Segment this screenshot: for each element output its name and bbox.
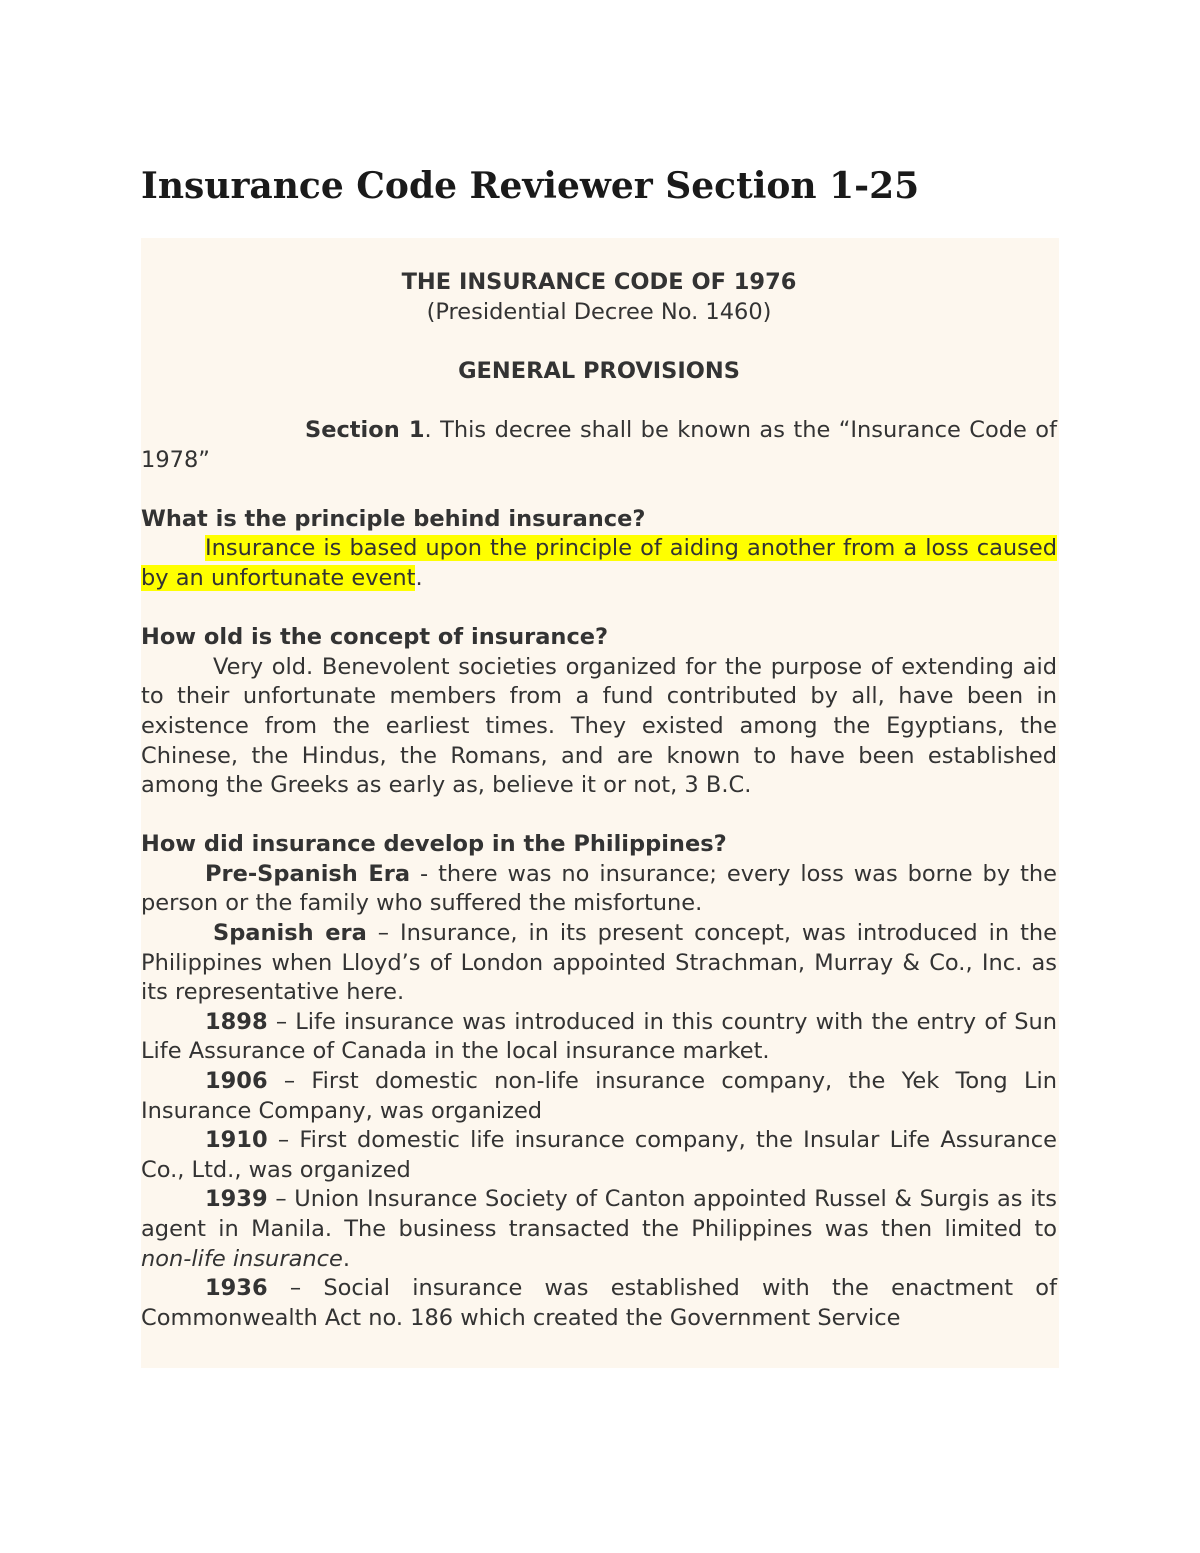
spacer (141, 327, 1057, 357)
entry-text: – Social insurance was established with the enactment of Commonwealth Act no. 186 which created the Government Service (141, 1275, 1057, 1331)
highlighted-answer: Insurance is based upon the principle of aiding another from a loss caused by an unfortunate event (141, 535, 1057, 591)
entry-text: – Insurance, in its present concept, was introduced in the Philippines when Lloyd’s of London appointed Strachman, Murray & Co., Inc. as its representative here. (141, 920, 1057, 1006)
entry-text: – First domestic non-life insurance company, the Yek Tong Lin Insurance Company, was organized (141, 1068, 1057, 1124)
entry-italic-text: non-life insurance (141, 1245, 343, 1272)
answer-age: Very old. Benevolent societies organized for the purpose of extending aid to their unfortunate members from a fund contributed by all, have been in existence from the earliest times. They existed among the Egyptians, the Chinese, the Hindus, the Romans, and are known to have been established among the Greeks as early as, believe it or not, 3 B.C. (141, 653, 1057, 799)
section-1-text: . This decree shall be known as the “Insurance Code of 1978” (141, 416, 1057, 473)
entry-text: – Life insurance was introduced in this country with the entry of Sun Life Assurance of Canada in the local insurance market. (141, 1008, 1057, 1065)
entry-label: Spanish era (213, 920, 367, 947)
answer-end: . (415, 564, 423, 591)
entry-1936 (141, 1274, 1057, 1333)
entry-end: . (342, 1245, 350, 1272)
entry-pre-spanish (141, 860, 1057, 919)
entry-1898 (141, 1008, 1057, 1067)
answer-principle (141, 534, 1057, 593)
spacer (141, 475, 1057, 505)
section-1-label: Section 1 (305, 416, 425, 443)
entry-1906 (141, 1067, 1057, 1126)
entry-text: – Union Insurance Society of Canton appointed Russel & Surgis as its agent in Manila. The business transacted the Philippines was then limited to (141, 1186, 1057, 1242)
question-development: How did insurance develop in the Philippines? (141, 831, 727, 858)
entry-label: Pre-Spanish Era (205, 860, 411, 887)
entry-text: – First domestic life insurance company, the Insular Life Assurance Co., Ltd., was organized (141, 1127, 1057, 1183)
entry-text: - there was no insurance; every loss was borne by the person or the family who suffered the misfortune. (141, 860, 1057, 917)
entry-label: 1898 (205, 1008, 268, 1035)
document-body (141, 268, 1057, 1333)
spacer (141, 386, 1057, 416)
entry-label: 1906 (205, 1068, 268, 1095)
decree-number: (Presidential Decree No. 1460) (426, 298, 772, 325)
entry-label: 1936 (205, 1275, 268, 1302)
entry-spanish-era (141, 919, 1057, 1008)
spacer (141, 594, 1057, 624)
entry-label: 1939 (205, 1186, 268, 1213)
spacer (141, 801, 1057, 831)
document-title: Insurance Code Reviewer Section 1-25 (141, 165, 920, 207)
entry-1939 (141, 1185, 1057, 1274)
question-principle: What is the principle behind insurance? (141, 505, 646, 532)
question-age: How old is the concept of insurance? (141, 624, 609, 651)
provisions-heading: GENERAL PROVISIONS (458, 357, 740, 384)
entry-1910 (141, 1126, 1057, 1185)
entry-label: 1910 (205, 1127, 268, 1154)
content-box (141, 238, 1059, 1368)
code-title: THE INSURANCE CODE OF 1976 (401, 269, 797, 295)
section-1-paragraph (141, 416, 1057, 475)
